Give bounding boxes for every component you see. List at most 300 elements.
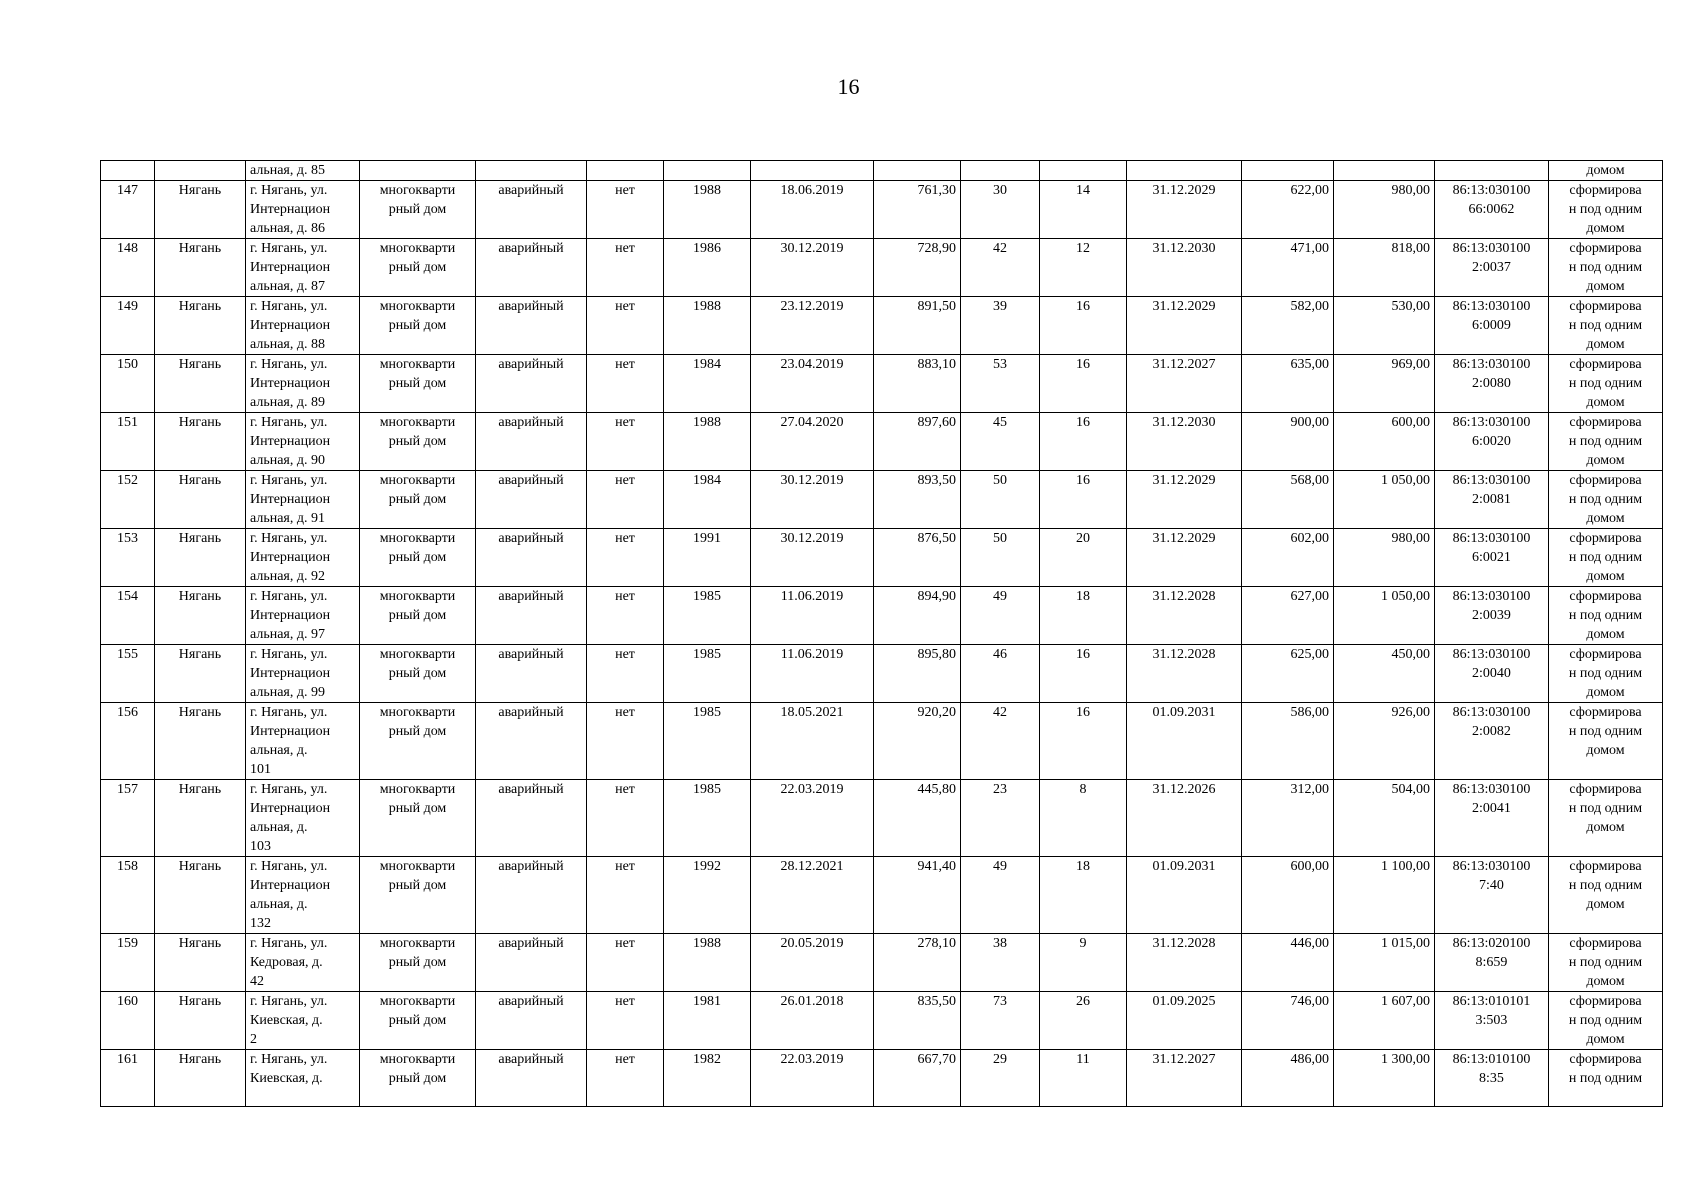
residents-count: 30 — [961, 181, 1040, 239]
building-type-line: рный дом — [388, 550, 447, 565]
cadastral-number-line: 6:0020 — [1472, 434, 1511, 449]
residents-count: 53 — [961, 355, 1040, 413]
address-line: г. Нягань, ул. — [250, 299, 328, 314]
land-plot-status-line: н под одним — [1568, 1071, 1643, 1086]
land-plot-status-line: н под одним — [1568, 955, 1643, 970]
land-plot-status-line: сформирова — [1569, 859, 1642, 874]
row-number: 151 — [101, 413, 155, 471]
area-value-3: 1 607,00 — [1334, 992, 1435, 1050]
cell — [1127, 161, 1242, 181]
resettlement-deadline: 01.09.2025 — [1127, 992, 1242, 1050]
cadastral-number-line: 7:40 — [1479, 878, 1504, 893]
building-type — [360, 992, 476, 1050]
land-plot-status-line: домом — [1586, 395, 1625, 410]
land-plot-status — [1549, 1050, 1663, 1107]
table-row — [101, 703, 1663, 780]
cadastral-number — [1435, 780, 1549, 857]
address-line: г. Нягань, ул. — [250, 183, 328, 198]
total-area: 876,50 — [874, 529, 961, 587]
address-line: г. Нягань, ул. — [250, 647, 328, 662]
recognition-date: 26.01.2018 — [751, 992, 874, 1050]
area-value-2: 900,00 — [1242, 413, 1334, 471]
cell — [476, 161, 587, 181]
resettlement-deadline: 31.12.2029 — [1127, 181, 1242, 239]
land-plot-status-line: домом — [1586, 974, 1625, 989]
cell — [1334, 161, 1435, 181]
address-line: альная, д. 97 — [250, 627, 325, 642]
building-type — [360, 471, 476, 529]
address-line: г. Нягань, ул. — [250, 936, 328, 951]
year-built: 1982 — [664, 1050, 751, 1107]
total-area: 667,70 — [874, 1050, 961, 1107]
address — [246, 587, 360, 645]
building-type-line: рный дом — [388, 1071, 447, 1086]
building-type — [360, 934, 476, 992]
continuation-row — [101, 161, 1663, 181]
year-built: 1985 — [664, 587, 751, 645]
year-built: 1988 — [664, 181, 751, 239]
cadastral-number-line: 2:0039 — [1472, 608, 1511, 623]
year-built: 1992 — [664, 857, 751, 934]
condition-status: аварийный — [476, 1050, 587, 1107]
table-row — [101, 297, 1663, 355]
land-plot-status-line: сформирова — [1569, 994, 1642, 1009]
land-plot-status — [1549, 181, 1663, 239]
area-value-3: 1 015,00 — [1334, 934, 1435, 992]
flats-count: 20 — [1040, 529, 1127, 587]
flats-count: 26 — [1040, 992, 1127, 1050]
address-line: 132 — [250, 916, 271, 931]
cadastral-number — [1435, 857, 1549, 934]
residents-count: 73 — [961, 992, 1040, 1050]
address-line: Интернацион — [250, 260, 331, 275]
total-area: 894,90 — [874, 587, 961, 645]
cadastral-number-line: 2:0041 — [1472, 801, 1511, 816]
address-line: Интернацион — [250, 492, 331, 507]
residents-count: 38 — [961, 934, 1040, 992]
area-value-3: 1 100,00 — [1334, 857, 1435, 934]
cadastral-number-line: 86:13:030100 — [1452, 357, 1531, 372]
city: Нягань — [155, 587, 246, 645]
address-line: г. Нягань, ул. — [250, 782, 328, 797]
city: Нягань — [155, 780, 246, 857]
area-value-2: 625,00 — [1242, 645, 1334, 703]
land-plot-status-line: н под одним — [1568, 608, 1643, 623]
resettlement-deadline: 31.12.2029 — [1127, 297, 1242, 355]
land-plot-status — [1549, 934, 1663, 992]
land-plot-status-line: н под одним — [1568, 724, 1643, 739]
residents-count: 46 — [961, 645, 1040, 703]
land-plot-status — [1549, 297, 1663, 355]
flag: нет — [587, 413, 664, 471]
land-plot-status — [1549, 529, 1663, 587]
cell — [664, 161, 751, 181]
building-type-line: многокварти — [379, 647, 456, 662]
building-type-line: многокварти — [379, 357, 456, 372]
condition-status: аварийный — [476, 355, 587, 413]
area-value-2: 471,00 — [1242, 239, 1334, 297]
flag: нет — [587, 355, 664, 413]
cadastral-number — [1435, 934, 1549, 992]
land-plot-status — [1549, 587, 1663, 645]
residents-count: 49 — [961, 587, 1040, 645]
table-row — [101, 355, 1663, 413]
recognition-date: 11.06.2019 — [751, 645, 874, 703]
flats-count: 12 — [1040, 239, 1127, 297]
building-type — [360, 181, 476, 239]
address-line: г. Нягань, ул. — [250, 859, 328, 874]
cadastral-number-line: 2:0040 — [1472, 666, 1511, 681]
residents-count: 42 — [961, 703, 1040, 780]
address-line: г. Нягань, ул. — [250, 1052, 328, 1067]
flats-count: 18 — [1040, 857, 1127, 934]
recognition-date: 30.12.2019 — [751, 239, 874, 297]
building-type-line: рный дом — [388, 1013, 447, 1028]
address-line: альная, д. 91 — [250, 511, 325, 526]
address-line: альная, д. 90 — [250, 453, 325, 468]
recognition-date: 11.06.2019 — [751, 587, 874, 645]
resettlement-deadline: 01.09.2031 — [1127, 703, 1242, 780]
total-area: 941,40 — [874, 857, 961, 934]
cell — [751, 161, 874, 181]
row-number: 157 — [101, 780, 155, 857]
recognition-date: 30.12.2019 — [751, 471, 874, 529]
table-row — [101, 857, 1663, 934]
area-value-3: 980,00 — [1334, 529, 1435, 587]
flats-count: 16 — [1040, 297, 1127, 355]
address-line: Интернацион — [250, 608, 331, 623]
area-value-3: 600,00 — [1334, 413, 1435, 471]
table-row — [101, 1050, 1663, 1107]
building-type — [360, 645, 476, 703]
recognition-date: 27.04.2020 — [751, 413, 874, 471]
row-number: 154 — [101, 587, 155, 645]
total-area: 897,60 — [874, 413, 961, 471]
building-type-line: многокварти — [379, 241, 456, 256]
cadastral-number — [1435, 239, 1549, 297]
building-type-line: многокварти — [379, 994, 456, 1009]
cadastral-number — [1435, 471, 1549, 529]
area-value-2: 568,00 — [1242, 471, 1334, 529]
building-type-line: многокварти — [379, 299, 456, 314]
area-value-2: 746,00 — [1242, 992, 1334, 1050]
flag: нет — [587, 934, 664, 992]
flag: нет — [587, 857, 664, 934]
address — [246, 355, 360, 413]
building-type — [360, 703, 476, 780]
flats-count: 9 — [1040, 934, 1127, 992]
building-type-line: рный дом — [388, 260, 447, 275]
page-number: 16 — [837, 74, 860, 99]
flats-count: 16 — [1040, 471, 1127, 529]
resettlement-deadline: 31.12.2030 — [1127, 413, 1242, 471]
area-value-2: 627,00 — [1242, 587, 1334, 645]
city: Нягань — [155, 992, 246, 1050]
cadastral-number-line: 86:13:030100 — [1452, 473, 1531, 488]
flag: нет — [587, 181, 664, 239]
building-type-line: многокварти — [379, 1052, 456, 1067]
address-line: г. Нягань, ул. — [250, 241, 328, 256]
building-type-line: рный дом — [388, 318, 447, 333]
cadastral-number — [1435, 703, 1549, 780]
cadastral-number-line: 2:0080 — [1472, 376, 1511, 391]
area-value-3: 969,00 — [1334, 355, 1435, 413]
address — [246, 239, 360, 297]
cell — [101, 161, 155, 181]
area-value-3: 1 300,00 — [1334, 1050, 1435, 1107]
cadastral-number — [1435, 297, 1549, 355]
total-area: 891,50 — [874, 297, 961, 355]
flats-count: 16 — [1040, 703, 1127, 780]
housing-registry-table — [100, 160, 1663, 1107]
residents-count: 39 — [961, 297, 1040, 355]
cell — [155, 161, 246, 181]
address-continuation: альная, д. 85 — [246, 161, 360, 181]
table-row — [101, 587, 1663, 645]
land-plot-status-line: сформирова — [1569, 705, 1642, 720]
cadastral-number-line: 86:13:030100 — [1452, 782, 1531, 797]
land-plot-status-line: сформирова — [1569, 782, 1642, 797]
table-row — [101, 934, 1663, 992]
cadastral-number-line: 86:13:030100 — [1452, 589, 1531, 604]
address-line: 101 — [250, 762, 271, 777]
building-type — [360, 780, 476, 857]
cadastral-number-line: 86:13:030100 — [1452, 183, 1531, 198]
area-value-2: 446,00 — [1242, 934, 1334, 992]
table-row — [101, 645, 1663, 703]
resettlement-deadline: 31.12.2027 — [1127, 355, 1242, 413]
condition-status: аварийный — [476, 857, 587, 934]
land-plot-status-line: н под одним — [1568, 260, 1643, 275]
cell — [1435, 161, 1549, 181]
cadastral-number — [1435, 1050, 1549, 1107]
resettlement-deadline: 31.12.2028 — [1127, 934, 1242, 992]
land-plot-status-line: н под одним — [1568, 550, 1643, 565]
cadastral-number — [1435, 355, 1549, 413]
land-plot-status-line: н под одним — [1568, 1013, 1643, 1028]
land-plot-status-line: домом — [1586, 279, 1625, 294]
address-line: альная, д. — [250, 897, 308, 912]
table-row — [101, 529, 1663, 587]
building-type-line: рный дом — [388, 666, 447, 681]
land-plot-status-line: сформирова — [1569, 415, 1642, 430]
land-plot-status — [1549, 355, 1663, 413]
building-type-line: рный дом — [388, 434, 447, 449]
flag: нет — [587, 471, 664, 529]
cadastral-number — [1435, 413, 1549, 471]
row-number: 160 — [101, 992, 155, 1050]
building-type — [360, 239, 476, 297]
flats-count: 16 — [1040, 645, 1127, 703]
address-line: 103 — [250, 839, 271, 854]
area-value-2: 622,00 — [1242, 181, 1334, 239]
total-area: 728,90 — [874, 239, 961, 297]
cadastral-number-line: 86:13:030100 — [1452, 299, 1531, 314]
land-plot-status-line: домом — [1586, 511, 1625, 526]
land-plot-status-line: н под одним — [1568, 376, 1643, 391]
building-type-line: многокварти — [379, 183, 456, 198]
total-area: 883,10 — [874, 355, 961, 413]
table-row — [101, 413, 1663, 471]
land-plot-status — [1549, 992, 1663, 1050]
land-plot-status-line: домом — [1586, 569, 1625, 584]
land-plot-status-line: н под одним — [1568, 202, 1643, 217]
address-line: г. Нягань, ул. — [250, 994, 328, 1009]
row-number: 152 — [101, 471, 155, 529]
condition-status: аварийный — [476, 780, 587, 857]
land-plot-status — [1549, 780, 1663, 857]
address-line: альная, д. 86 — [250, 221, 325, 236]
land-plot-status-line: сформирова — [1569, 589, 1642, 604]
row-number: 148 — [101, 239, 155, 297]
year-built: 1988 — [664, 934, 751, 992]
condition-status: аварийный — [476, 992, 587, 1050]
city: Нягань — [155, 1050, 246, 1107]
condition-status: аварийный — [476, 413, 587, 471]
year-built: 1985 — [664, 645, 751, 703]
flag: нет — [587, 703, 664, 780]
cadastral-number-line: 3:503 — [1475, 1013, 1508, 1028]
building-type-line: рный дом — [388, 202, 447, 217]
total-area: 920,20 — [874, 703, 961, 780]
land-plot-status-line: домом — [1586, 453, 1625, 468]
residents-count: 29 — [961, 1050, 1040, 1107]
condition-status: аварийный — [476, 703, 587, 780]
building-type-line: многокварти — [379, 705, 456, 720]
cadastral-number-line: 6:0009 — [1472, 318, 1511, 333]
land-plot-status-line: н под одним — [1568, 434, 1643, 449]
residents-count: 23 — [961, 780, 1040, 857]
recognition-date: 23.04.2019 — [751, 355, 874, 413]
recognition-date: 18.06.2019 — [751, 181, 874, 239]
address-line: Кедровая, д. — [250, 955, 323, 970]
building-type — [360, 529, 476, 587]
flag: нет — [587, 1050, 664, 1107]
table-row — [101, 992, 1663, 1050]
total-area: 278,10 — [874, 934, 961, 992]
land-plot-status — [1549, 857, 1663, 934]
address-line: Киевская, д. — [250, 1013, 323, 1028]
address-line: Интернацион — [250, 724, 331, 739]
address — [246, 645, 360, 703]
building-type-line: рный дом — [388, 492, 447, 507]
city: Нягань — [155, 181, 246, 239]
address-line: Интернацион — [250, 318, 331, 333]
land-plot-status-line: сформирова — [1569, 936, 1642, 951]
building-type-line: рный дом — [388, 801, 447, 816]
area-value-3: 818,00 — [1334, 239, 1435, 297]
address-line: альная, д. 99 — [250, 685, 325, 700]
area-value-3: 530,00 — [1334, 297, 1435, 355]
cell — [874, 161, 961, 181]
building-type-line: многокварти — [379, 782, 456, 797]
year-built: 1988 — [664, 413, 751, 471]
land-plot-status — [1549, 239, 1663, 297]
total-area: 893,50 — [874, 471, 961, 529]
building-type-line: рный дом — [388, 608, 447, 623]
address-line: Киевская, д. — [250, 1071, 323, 1086]
residents-count: 49 — [961, 857, 1040, 934]
land-plot-status-line: сформирова — [1569, 183, 1642, 198]
address-line: Интернацион — [250, 878, 331, 893]
residents-count: 45 — [961, 413, 1040, 471]
address — [246, 471, 360, 529]
area-value-2: 582,00 — [1242, 297, 1334, 355]
land-plot-status-line: домом — [1586, 897, 1625, 912]
address — [246, 780, 360, 857]
total-area: 445,80 — [874, 780, 961, 857]
city: Нягань — [155, 645, 246, 703]
address-line: альная, д. 87 — [250, 279, 325, 294]
condition-status: аварийный — [476, 297, 587, 355]
year-built: 1985 — [664, 780, 751, 857]
area-value-2: 312,00 — [1242, 780, 1334, 857]
flag: нет — [587, 239, 664, 297]
cadastral-number-line: 8:35 — [1479, 1071, 1504, 1086]
address-line: Интернацион — [250, 376, 331, 391]
flats-count: 16 — [1040, 413, 1127, 471]
address — [246, 1050, 360, 1107]
table-body — [101, 161, 1663, 1107]
building-type — [360, 587, 476, 645]
building-type-line: многокварти — [379, 936, 456, 951]
address — [246, 992, 360, 1050]
building-type-line: рный дом — [388, 878, 447, 893]
flag: нет — [587, 587, 664, 645]
address-line: г. Нягань, ул. — [250, 415, 328, 430]
area-value-3: 1 050,00 — [1334, 587, 1435, 645]
city: Нягань — [155, 471, 246, 529]
recognition-date: 28.12.2021 — [751, 857, 874, 934]
address-line: г. Нягань, ул. — [250, 589, 328, 604]
cadastral-number-line: 86:13:010100 — [1452, 1052, 1531, 1067]
city: Нягань — [155, 413, 246, 471]
building-type-line: рный дом — [388, 724, 447, 739]
city: Нягань — [155, 297, 246, 355]
building-type-line: рный дом — [388, 376, 447, 391]
cadastral-number — [1435, 587, 1549, 645]
flats-count: 8 — [1040, 780, 1127, 857]
cadastral-number — [1435, 992, 1549, 1050]
cadastral-number-line: 86:13:030100 — [1452, 531, 1531, 546]
address-line: Интернацион — [250, 801, 331, 816]
flag: нет — [587, 645, 664, 703]
land-plot-status-line: н под одним — [1568, 492, 1643, 507]
city: Нягань — [155, 239, 246, 297]
flag: нет — [587, 780, 664, 857]
address-line: г. Нягань, ул. — [250, 357, 328, 372]
flag: нет — [587, 992, 664, 1050]
total-area: 895,80 — [874, 645, 961, 703]
cadastral-number-line: 8:659 — [1475, 955, 1508, 970]
cadastral-number-line: 86:13:030100 — [1452, 647, 1531, 662]
cell — [587, 161, 664, 181]
address-line: альная, д. — [250, 743, 308, 758]
year-built: 1991 — [664, 529, 751, 587]
row-number: 150 — [101, 355, 155, 413]
flats-count: 14 — [1040, 181, 1127, 239]
land-plot-status — [1549, 645, 1663, 703]
cadastral-number-line: 2:0037 — [1472, 260, 1511, 275]
condition-status: аварийный — [476, 471, 587, 529]
city: Нягань — [155, 355, 246, 413]
land-plot-status-line: сформирова — [1569, 647, 1642, 662]
residents-count: 42 — [961, 239, 1040, 297]
building-type — [360, 297, 476, 355]
flats-count: 11 — [1040, 1050, 1127, 1107]
total-area: 835,50 — [874, 992, 961, 1050]
land-plot-status-line: домом — [1586, 1032, 1625, 1047]
